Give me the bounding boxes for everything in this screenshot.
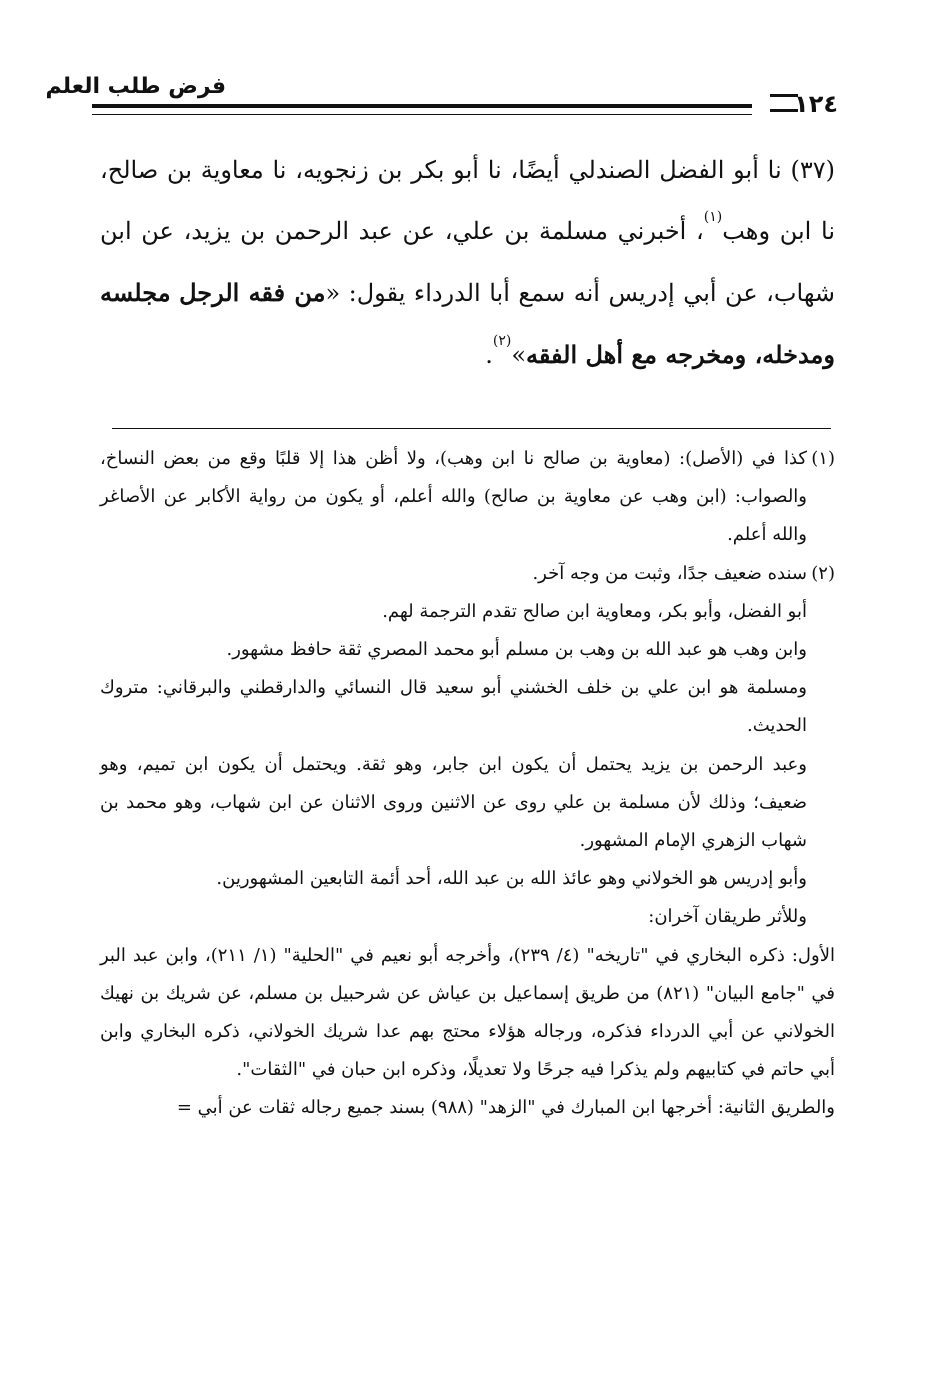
footnote-paragraph: وللأثر طريقان آخران: xyxy=(648,906,807,928)
footnote-paragraph: أبو الفضل، وأبو بكر، ومعاوية ابن صالح تقدم الترجمة لهم. xyxy=(382,600,807,622)
page-number: ١٢٤ xyxy=(794,90,838,118)
footnote-text: سنده ضعيف جدًا، وثبت من وجه آخر. xyxy=(532,562,807,584)
footnote-paragraph: والطريق الثانية: أخرجها ابن المبارك في "الزهد" (٩٨٨) بسند جميع رجاله ثقات عن أبي = xyxy=(176,1097,835,1119)
running-title: فرض طلب العلم xyxy=(45,74,226,99)
footnote-1 xyxy=(100,440,835,555)
footnotes xyxy=(100,440,835,1128)
main-line: ، أخبرني مسلمة بن علي، عن عبد الرحمن بن يزيد، xyxy=(183,217,704,245)
header-rule xyxy=(92,104,752,115)
page-header xyxy=(45,70,838,130)
footnote-ref-1: (١) xyxy=(703,209,723,225)
footnote-paragraph: وعبد الرحمن بن يزيد يحتمل أن يكون ابن جابر، وهو ثقة. ويحتمل أن يكون ابن تميم، وهو ضعيف؛ وذلك لأن مسلمة بن علي روى عن الاثنين وروى الاثنان عن ابن شهاب، وهو محمد بن شهاب الزهري الإمام المشهور. xyxy=(100,753,807,852)
footnote-paragraph: وابن وهب هو عبد الله بن وهب بن مسلم أبو محمد المصري ثقة حافظ مشهور. xyxy=(226,639,807,661)
page-number-ornament xyxy=(770,94,798,112)
footnote-number: (٢) xyxy=(811,562,835,584)
footnote-ref-2: (٢) xyxy=(492,333,512,349)
closing-quote: » xyxy=(511,341,526,369)
main-line: عن ابن شهاب، عن أبي إدريس أنه سمع أبا الدرداء يقول: « xyxy=(100,217,835,307)
footnote-2 xyxy=(100,555,835,593)
footnote-separator xyxy=(112,428,831,429)
footnote-text: كذا في (الأصل): (معاوية بن صالح نا ابن وهب)، ولا أظن هذا إلا قلبًا وقع من بعض النساخ، والصواب: (ابن وهب عن معاوية بن صالح) والله أعلم، أو يكون من رواية الأكابر عن الأصاغر والله أعلم. xyxy=(100,448,807,546)
hadith-paragraph xyxy=(100,140,835,386)
main-text xyxy=(100,140,835,386)
main-line: صالح، نا ابن وهب xyxy=(100,156,835,245)
footnote-paragraph: الأول: ذكره البخاري في "تاريخه" (٤/ ٢٣٩)، وأخرجه أبو نعيم في "الحلية" (١/ ٢١١)، وابن عبد البر في "جامع البيان" (٨٢١) من طريق إسماعيل بن عياش عن شرحبيل بن مسلم، عن شريك بن نهيك الخولاني عن أبي الدرداء فذكره، ورجاله هؤلاء محتج بهم عدا شريك الخولاني، ذكره البخاري وابن أبي حاتم في كتابيهم ولم يذكرا فيه جرحًا ولا تعديلًا، وذكره ابن حبان في "الثقات". xyxy=(100,944,835,1081)
quoted-saying-cont: مجلسه ومدخله، ومخرجه مع أهل الفقه xyxy=(100,278,835,369)
footnote-paragraph: وأبو إدريس هو الخولاني وهو عائذ الله بن عبد الله، أحد أئمة التابعين المشهورين. xyxy=(216,868,807,890)
quoted-saying: من فقه الرجل xyxy=(179,278,326,307)
main-line: (٣٧) نا أبو الفضل الصندلي أيضًا، نا أبو بكر بن زنجويه، نا معاوية بن xyxy=(167,156,835,184)
final-dot: . xyxy=(485,341,493,369)
footnote-paragraph: ومسلمة هو ابن علي بن خلف الخشني أبو سعيد قال النسائي والدارقطني والبرقاني: متروك الحديث. xyxy=(100,677,807,737)
footnote-number: (١) xyxy=(811,448,835,469)
